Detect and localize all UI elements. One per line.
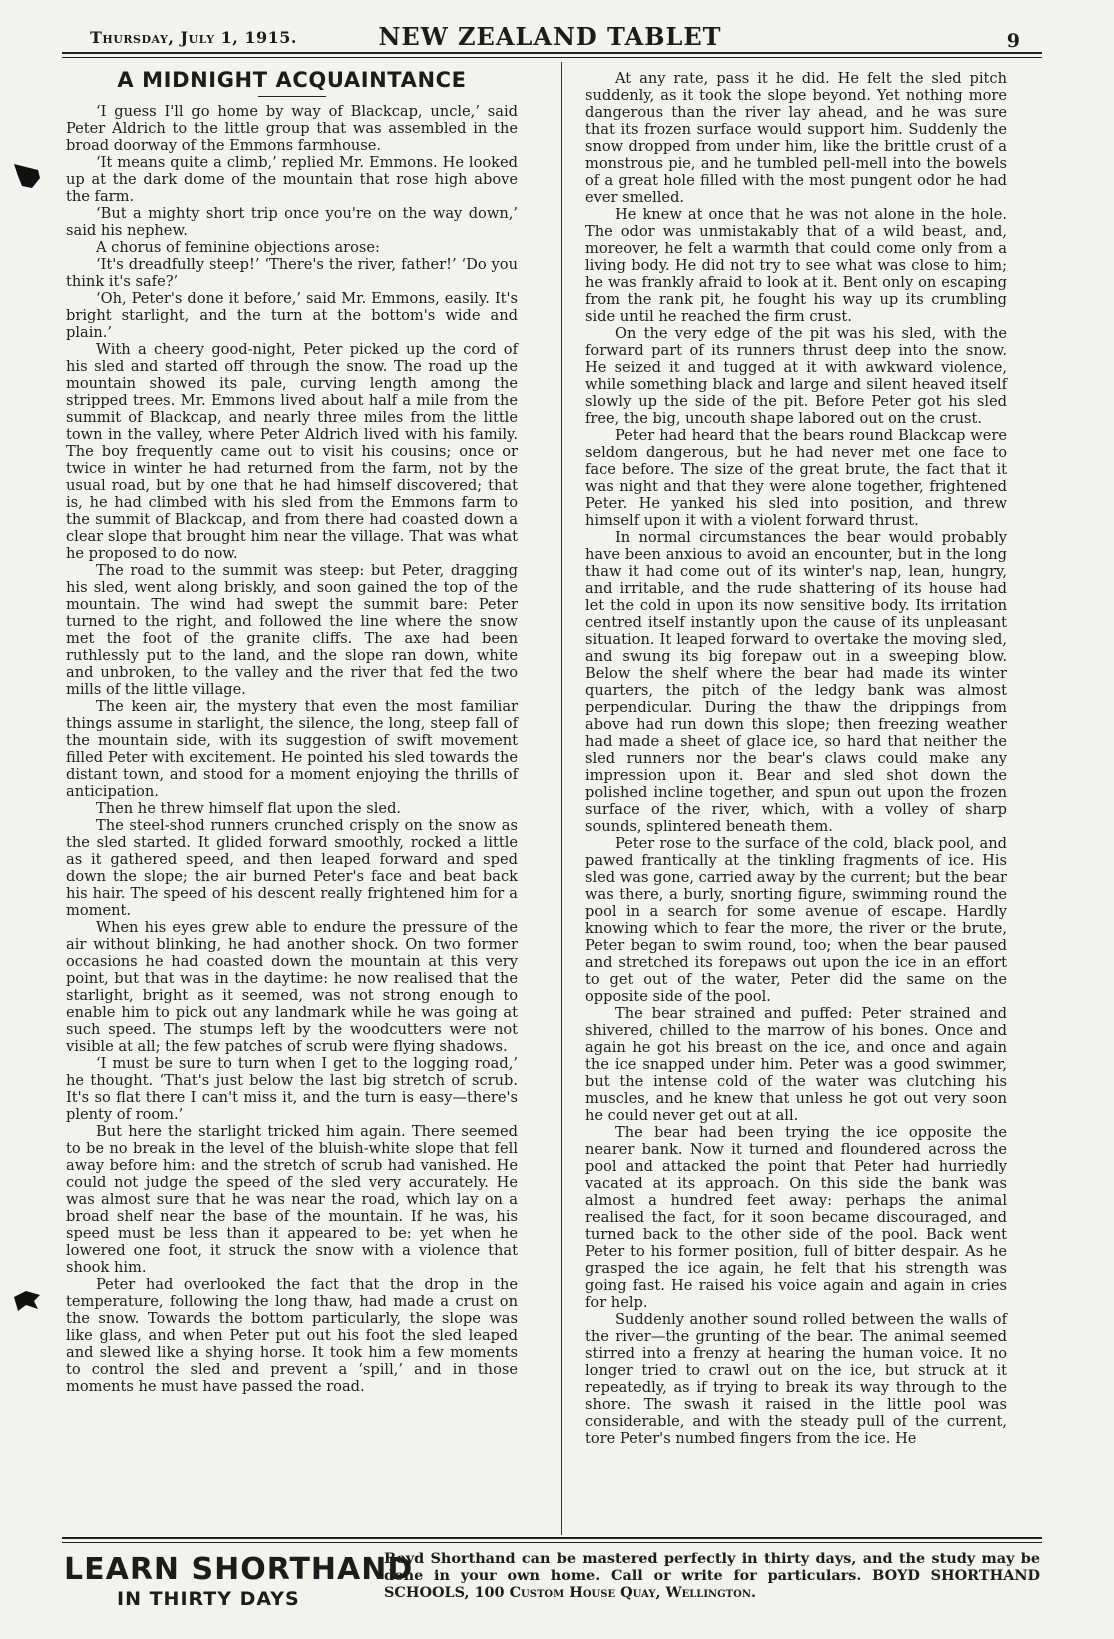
ad-body xyxy=(384,1550,1040,1601)
paragraph: The keen air, the mystery that even the most familiar things assume in starlight, the silence, the long, steep fall of the mountain side, with its suggestion of swift movement filled Peter with excitement. He pointed his sled towards the distant town, and stood for a moment enjoying the thrills of anticipation. xyxy=(66,698,518,800)
paragraph: ‘Oh, Peter's done it before,’ said Mr. Emmons, easily. It's bright starlight, and the turn at the bottom's wide and plain.’ xyxy=(66,290,518,341)
paragraph: ‘It's dreadfully steep!’ ‘There's the river, father!’ ‘Do you think it's safe?’ xyxy=(66,256,518,290)
ink-blot-icon xyxy=(12,1287,42,1313)
paragraph: ‘I guess I'll go home by way of Blackcap, uncle,’ said Peter Aldrich to the little group that was assembled in the broad doorway of the Emmons farmhouse. xyxy=(66,103,518,154)
column-divider xyxy=(561,62,562,1535)
masthead xyxy=(60,20,1040,62)
paragraph: ‘I must be sure to turn when I get to the logging road,’ he thought. ‘That's just below the last big stretch of scrub. It's so flat there I can't miss it, and the turn is easy—there's plenty of room.’ xyxy=(66,1055,518,1123)
paragraph: Peter had overlooked the fact that the drop in the temperature, following the long thaw, had made a crust on the snow. Towards the bottom particularly, the slope was like glass, and when Peter put out his foot the sled leaped and slewed like a shying horse. It took him a few moments to control the sled and prevent a ‘spill,’ and in those moments he must have passed the road. xyxy=(66,1276,518,1395)
paragraph: The steel-shod runners crunched crisply on the snow as the sled started. It glided forward smoothly, rocked a little as it gathered speed, and then leaped forward and sped down the slope; the air burned Peter's face and beat back his hair. The speed of his descent really frightened him for a moment. xyxy=(66,817,518,919)
paragraph: ‘But a mighty short trip once you're on the way down,’ said his nephew. xyxy=(66,205,518,239)
paragraph: Peter rose to the surface of the cold, black pool, and pawed frantically at the tinkling fragments of ice. His sled was gone, carried away by the current; but the bear was there, a burly, snorting figure, swimming round the pool in a search for some avenue of escape. Hardly knowing which to fear the more, the river or the brute, Peter began to swim round, too; when the bear paused and stretched its forepaws out upon the ice in an effort to get out of the water, Peter did the same on the opposite side of the pool. xyxy=(585,835,1007,1005)
paragraph: But here the starlight tricked him again. There seemed to be no break in the level of the bluish-white slope that fell away before him: and the stretch of scrub had vanished. He could not judge the speed of the sled very accurately. He was almost sure that he was near the road, which lay on a broad shelf near the base of the mountain. If he was, his speed must be less than it appeared to be: yet when he lowered one foot, it struck the snow with a violence that shook him. xyxy=(66,1123,518,1276)
paragraph: On the very edge of the pit was his sled, with the forward part of its runners thrust deep into the snow. He seized it and tugged at it with awkward violence, while something black and large and silent heaved itself slowly up the side of the pit. Before Peter got his sled free, the big, uncouth shape labored out on the crust. xyxy=(585,325,1007,427)
left-paragraphs xyxy=(66,103,518,1395)
paragraph: Then he threw himself flat upon the sled. xyxy=(96,800,402,817)
footer-rule-thin xyxy=(62,1542,1042,1543)
paragraph: The road to the summit was steep: but Peter, dragging his sled, went along briskly, and soon gained the top of the mountain. The wind had swept the summit bare: Peter turned to the right, and followed the line where the snow met the foot of the granite cliffs. The axe had been ruthlessly put to the land, and the slope ran down, white and unbroken, to the valley and the river that fed the two mills of the little village. xyxy=(66,562,518,698)
issue-date: Thursday, July 1, 1915. xyxy=(90,28,297,47)
paragraph: When his eyes grew able to endure the pressure of the air without blinking, he had another shock. On two former occasions he had coasted down the mountain at this very point, but that was in the daytime: he now realised that the starlight, bright as it seemed, was not strong enough to enable him to pick out any landmark while he was going at such speed. The stumps left by the woodcutters were not visible at all; the few patches of scrub were flying shadows. xyxy=(66,919,518,1055)
paragraph: With a cheery good-night, Peter picked up the cord of his sled and started off through the snow. The road up the mountain showed its pale, curving length among the stripped trees. Mr. Emmons lived about half a mile from the summit of Blackcap, and nearly three miles from the little town in the valley, where Peter Aldrich lived with his family. The boy frequently came out to visit his cousins; once or twice in winter he had returned from the farm, not by the usual road, but by one that he had himself discovered; that is, he had climbed with his sled from the Emmons farm to the summit of Blackcap, and from there had coasted down a clear slope that brought him near the village. That was what he proposed to do now. xyxy=(66,341,518,562)
header-rule-thick xyxy=(62,52,1042,54)
paragraph: Suddenly another sound rolled between the walls of the river—the grunting of the bear. The animal seemed stirred into a frenzy at hearing the human voice. It no longer tried to crawl out on the ice, but struck at it repeatedly, as if trying to break its way through to the shore. The swash it raised in the little pool was considerable, and with the steady pull of the current, tore Peter's numbed fingers from the ice. He xyxy=(585,1311,1007,1447)
ad-body-address: Custom House Quay, Wellington. xyxy=(509,1584,756,1601)
footer-rule-thick xyxy=(62,1537,1042,1539)
ad-headline-secondary: IN THIRTY DAYS xyxy=(117,1588,300,1610)
paragraph: A chorus of feminine objections arose: xyxy=(96,239,380,256)
ad-body-main: Boyd Shorthand can be mastered perfectly in thirty days, and the study may be done in your own home. Call or write for particulars. BOYD SHORTHAND SCHOOLS, 100 xyxy=(384,1550,1040,1601)
paragraph: The bear strained and puffed: Peter strained and shivered, chilled to the marrow of his bones. Once and again he got his breast on the ice, and once and again the ice snapped under him. Peter was a good swimmer, but the intense cold of the water was clutching his muscles, and he knew that unless he got out very soon he could never get out at all. xyxy=(585,1005,1007,1124)
ink-blot-icon xyxy=(10,160,44,192)
publication-title: NEW ZEALAND TABLET xyxy=(378,22,722,51)
paragraph: The bear had been trying the ice opposite the nearer bank. Now it turned and floundered across the pool and attacked the point that Peter had hurriedly vacated at its approach. On this side the bank was almost a hundred feet away: perhaps the animal realised the fact, for it soon became discouraged, and turned back to the other side of the pool. Back went Peter to his former position, full of bitter despair. As he grasped the ice again, he felt that his strength was going fast. He raised his voice again and again in cries for help. xyxy=(585,1124,1007,1311)
header-rule-thin xyxy=(62,57,1042,58)
paragraph: He knew at once that he was not alone in the hole. The odor was unmistakably that of a wild beast, and, moreover, he felt a warmth that could come only from a living body. He did not try to see what was close to him; he was frankly afraid to look at it. Bent only on escaping from the rank pit, he fought his way up its crumbling side until he reached the firm crust. xyxy=(585,206,1007,325)
page-number: 9 xyxy=(1006,30,1020,52)
article-column-right xyxy=(585,70,1007,1447)
paragraph: At any rate, pass it he did. He felt the sled pitch suddenly, as it took the slope beyond. Yet nothing more dangerous than the river lay ahead, and he was sure that its frozen surface would support him. Suddenly the snow dropped from under him, like the brittle crust of a monstrous pie, and he tumbled pell-mell into the bowels of a great hole filled with the most pungent odor he had ever smelled. xyxy=(585,70,1007,206)
shorthand-advertisement xyxy=(62,1548,1042,1623)
article-column-left xyxy=(66,70,518,1395)
article-headline: A MIDNIGHT ACQUAINTANCE xyxy=(117,68,467,92)
paragraph: Peter had heard that the bears round Blackcap were seldom dangerous, but he had never met one face to face before. The size of the great brute, the fact that it was night and that they were alone together, frightened Peter. He yanked his sled into position, and threw himself upon it with a violent forward thrust. xyxy=(585,427,1007,529)
paragraph: In normal circumstances the bear would probably have been anxious to avoid an encounter, but in the long thaw it had come out of its winter's nap, lean, hungry, and irritable, and the rude shattering of its house had let the cold in upon its now sensitive body. Its irritation centred itself instantly upon the cause of its unpleasant situation. It leaped forward to overtake the moving sled, and swung its big forepaw out in a sweeping blow. Below the shelf where the bear had made its winter quarters, the pitch of the ledgy bank was almost perpendicular. During the thaw the drippings from above had run down this slope; then freezing weather had made a sheet of glace ice, so hard that neither the sled runners nor the bear's claws could make any impression upon it. Bear and sled shot down the polished incline together, and spun out upon the frozen surface of the river, which, with a volley of sharp sounds, splintered beneath them. xyxy=(585,529,1007,835)
paragraph: ‘It means quite a climb,’ replied Mr. Emmons. He looked up at the dark dome of the mountain that rose high above the farm. xyxy=(66,154,518,205)
headline-divider xyxy=(258,96,326,97)
ad-headline-primary: LEARN SHORTHAND xyxy=(64,1552,414,1587)
